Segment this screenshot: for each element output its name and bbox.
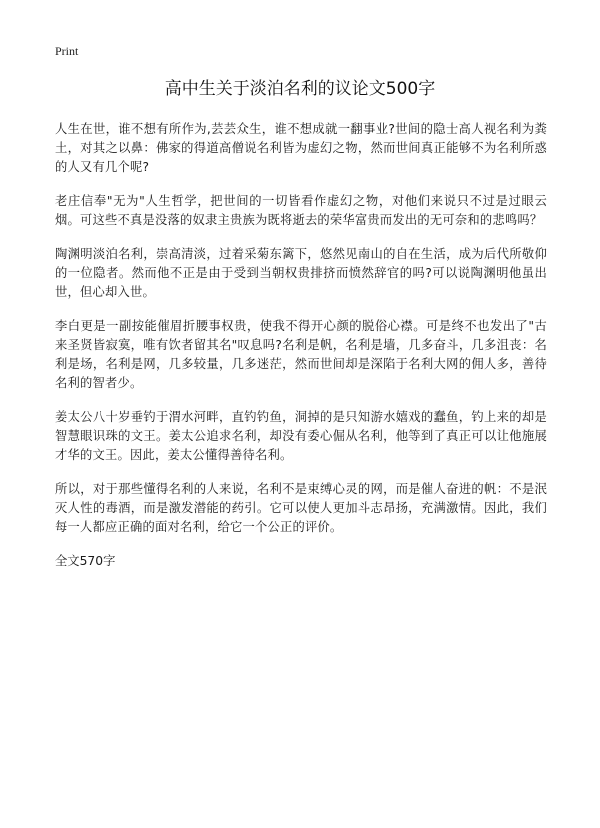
article-paragraph: 陶渊明淡泊名利，崇高清淡，过着采菊东篱下，悠然见南山的自在生活，成为后代所敬仰的一位隐者。然而他不正是由于受到当朝权贵排挤而愤然辞官的吗?可以说陶渊明他虽出世，但心却入世。 — [55, 247, 547, 299]
word-count: 全文570字 — [55, 554, 116, 568]
article-paragraph: 姜太公八十岁垂钓于渭水河畔，直钓钓鱼，洞掉的是只知游水嬉戏的蠢鱼，钓上来的却是智慧眼识珠的文王。姜太公追求名利，却没有委心倔从名利，他等到了真正可以让他施展才华的文王。因此，姜太公懂得善待名利。 — [55, 410, 547, 462]
article-body — [55, 120, 547, 571]
article-paragraph: 老庄信奉"无为"人生哲学，把世间的一切皆看作虚幻之物，对他们来说只不过是过眼云烟。可这些不真是没落的奴隶主贵族为既将逝去的荣华富贵而发出的无可奈和的悲鸣吗？ — [55, 194, 547, 227]
article-paragraph: 人生在世，谁不想有所作为,芸芸众生，谁不想成就一翻事业?世间的隐士高人视名利为粪土，对其之以鼻：佛家的得道高僧说名利皆为虚幻之物，然而世间真正能够不为名利所惑的人又有几个呢? — [55, 122, 547, 174]
article-title: 高中生关于淡泊名利的议论文500字 — [164, 79, 436, 99]
print-link[interactable]: Print — [55, 44, 79, 58]
article-paragraph: 李白更是一副按能催眉折腰事权贵，使我不得开心颜的脱俗心襟。可是终不也发出了"古来圣贤皆寂寞，唯有饮者留其名"叹息吗?名利是帆，名利是墙，几多奋斗，几多沮丧：名利是场，名利是网，几多较量，几多迷茫，然而世间却是深陷于名利大网的佣人多，善待名利的智者少。 — [55, 319, 547, 390]
article-paragraph: 所以，对于那些懂得名利的人来说，名利不是束缚心灵的网，而是催人奋进的帆：不是泯灭人性的毒酒，而是激发潜能的药引。它可以使人更加斗志昂扬，充满激情。因此，我们每一人都应正确的面对名利，给它一个公正的评价。 — [55, 482, 547, 534]
